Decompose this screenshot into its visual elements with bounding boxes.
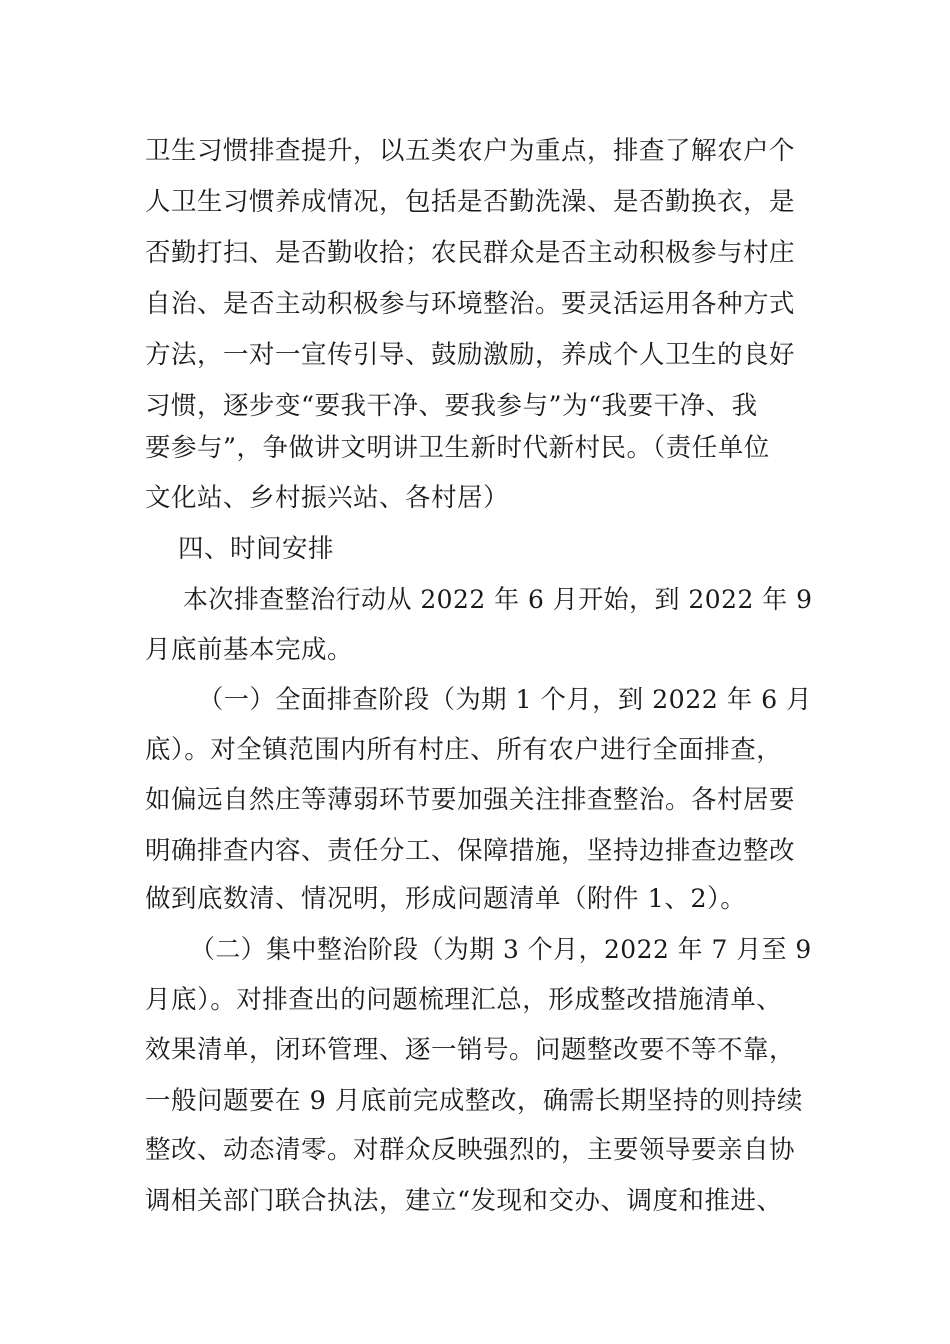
body-text-line: 效果清单，闭环管理、逐一销号。问题整改要不等不靠， xyxy=(145,1035,796,1065)
body-text-line: 月底）。对排查出的问题梳理汇总，形成整改措施清单、 xyxy=(145,985,783,1015)
body-text-line: 卫生习惯排查提升，以五类农户为重点，排查了解农户个 xyxy=(145,136,796,166)
subsection-heading: （一）全面排查阶段（为期 1 个月，到 2022 年 6 月 xyxy=(198,685,812,715)
body-text-line: 本次排查整治行动从 2022 年 6 月开始，到 2022 年 9 xyxy=(183,585,813,615)
body-text-line: 整改、动态清零。对群众反映强烈的，主要领导要亲自协 xyxy=(145,1135,796,1165)
body-text-line: 明确排查内容、责任分工、保障措施，坚持边排查边整改 xyxy=(145,836,796,866)
body-text-line: 习惯，逐步变“要我干净、要我参与”为“我要干净、我 xyxy=(145,391,758,421)
body-text-line: 做到底数清、情况明，形成问题清单（附件 1、2）。 xyxy=(145,884,747,914)
body-text-line: 底）。对全镇范围内所有村庄、所有农户进行全面排查， xyxy=(145,735,783,765)
body-text-line: 否勤打扫、是否勤收拾；农民群众是否主动积极参与村庄 xyxy=(145,238,796,268)
body-text-line: 人卫生习惯养成情况，包括是否勤洗澡、是否勤换衣，是 xyxy=(145,187,796,217)
body-text-line: 要参与”，争做讲文明讲卫生新时代新村民。（责任单位 xyxy=(145,433,770,463)
section-heading: 四、时间安排 xyxy=(178,534,335,564)
body-text-line: 如偏远自然庄等薄弱环节要加强关注排查整治。各村居要 xyxy=(145,785,796,815)
body-text-line: 自治、是否主动积极参与环境整治。要灵活运用各种方式 xyxy=(145,289,796,319)
body-text-line: 文化站、乡村振兴站、各村居） xyxy=(145,483,510,513)
subsection-heading: （二）集中整治阶段（为期 3 个月，2022 年 7 月至 9 xyxy=(190,935,812,965)
body-text-line: 方法，一对一宣传引导、鼓励激励，养成个人卫生的良好 xyxy=(145,340,796,370)
body-text-line: 月底前基本完成。 xyxy=(145,635,354,665)
body-text-line: 一般问题要在 9 月底前完成整改，确需长期坚持的则持续 xyxy=(145,1086,803,1116)
body-text-line: 调相关部门联合执法，建立“发现和交办、调度和推进、 xyxy=(145,1186,783,1216)
